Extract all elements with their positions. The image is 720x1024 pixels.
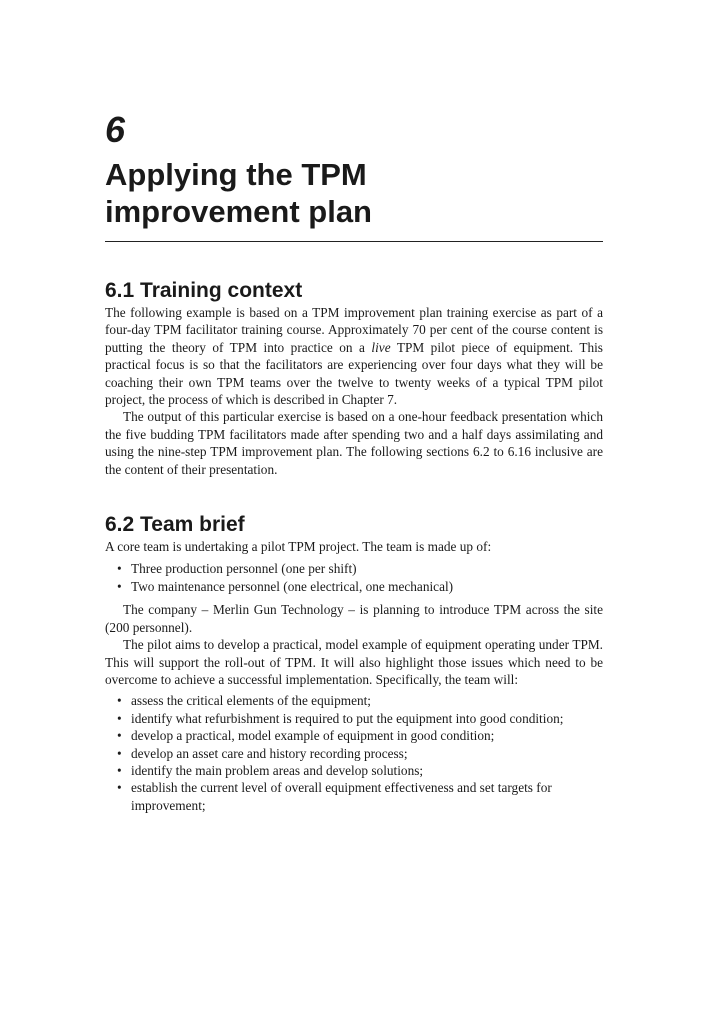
section-heading-training-context: 6.1 Training context	[105, 279, 303, 302]
paragraph: The pilot aims to develop a practical, model example of equipment operating under TPM. This will support the roll-out of TPM. It will also highlight those issues which need to be overcome to achieve a successful implementation. Specifically, the team will:	[105, 637, 603, 687]
bullet-icon: •	[117, 762, 122, 778]
chapter-number: 6	[105, 109, 126, 150]
chapter-title	[105, 156, 603, 230]
list-item	[105, 692, 603, 709]
bullet-icon: •	[117, 780, 122, 796]
paragraph	[105, 304, 603, 408]
paragraph-text: The following example is based on a TPM improvement plan training exercise as part of a four-day TPM facilitator training course. Approximately 70 per cent of the course content is putting the theory of TPM into practice on a	[105, 305, 603, 355]
list-item	[105, 779, 603, 814]
list-item-text: identify what refurbishment is required to put the equipment into good condition;	[131, 710, 564, 726]
book-page	[105, 110, 603, 818]
bullet-icon: •	[117, 693, 122, 709]
list-item-text: identify the main problem areas and develop solutions;	[131, 762, 424, 778]
paragraph: The output of this particular exercise is based on a one-hour feedback presentation which the five budding TPM facilitators made after spending two and a half days assimilating and using the nine-step TPM improvement plan. The following sections 6.2 to 6.16 inclusive are the content of their presentation.	[105, 409, 603, 477]
list-item	[105, 560, 603, 577]
chapter-title-line-1: Applying the TPM	[105, 157, 367, 192]
list-item-text: Three production personnel (one per shift)	[131, 561, 357, 577]
chapter-rule	[105, 241, 603, 242]
paragraph-text: TPM pilot piece of equipment. This practical focus is so that the facilitators are experiencing over four days what they will be coaching their own TPM teams over the twelve to twenty weeks of a typical TPM pilot project, the process of which is described in Chapter 7.	[105, 339, 603, 408]
list-item-text: develop a practical, model example of equipment in good condition;	[131, 728, 495, 744]
list-item	[105, 727, 603, 744]
list-item-text: Two maintenance personnel (one electrical, one mechanical)	[131, 578, 454, 594]
list-item-text: establish the current level of overall equipment effectiveness and set targets for improvement;	[131, 780, 552, 813]
team-list	[105, 560, 603, 595]
emphasis-live: live	[371, 339, 391, 355]
list-item	[105, 762, 603, 779]
task-list	[105, 692, 603, 814]
list-item-text: develop an asset care and history recording process;	[131, 745, 408, 761]
bullet-icon: •	[117, 710, 122, 726]
paragraph: A core team is undertaking a pilot TPM project. The team is made up of:	[105, 539, 492, 555]
bullet-icon: •	[117, 745, 122, 761]
bullet-icon: •	[117, 728, 122, 744]
bullet-icon: •	[117, 561, 122, 577]
list-item	[105, 578, 603, 595]
paragraph: The company – Merlin Gun Technology – is planning to introduce TPM across the site (200 personnel).	[105, 602, 603, 635]
chapter-title-line-2: improvement plan	[105, 194, 372, 229]
list-item-text: assess the critical elements of the equipment;	[131, 693, 372, 709]
section-heading-team-brief: 6.2 Team brief	[105, 513, 245, 537]
bullet-icon: •	[117, 578, 122, 594]
list-item	[105, 745, 603, 762]
list-item	[105, 710, 603, 727]
